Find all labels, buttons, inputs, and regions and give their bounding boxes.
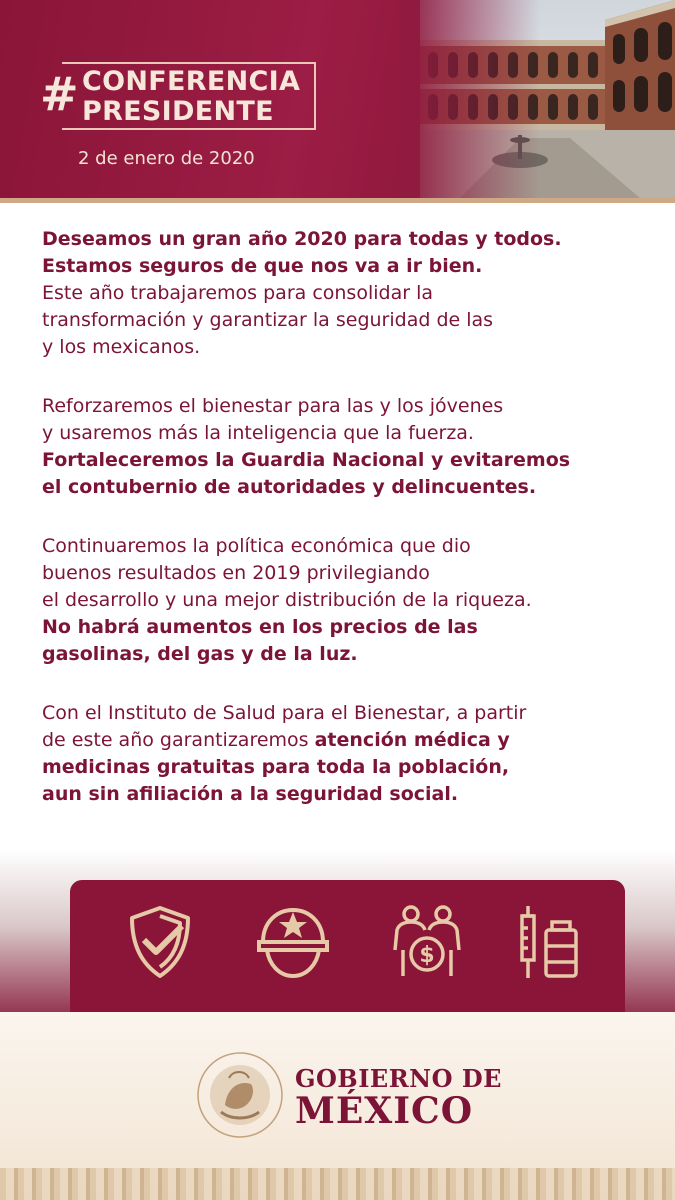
message-body [42,226,642,840]
text-line: Continuaremos la política económica que dio [42,535,471,557]
text-line: gasolinas, del gas y de la luz. [42,643,358,665]
hashtag-symbol: # [40,67,79,121]
photo-fade-overlay [400,0,540,198]
icon-panel [70,880,625,1015]
syringe-medicine-icon [510,902,590,982]
conference-date: 2 de enero de 2020 [78,148,255,169]
header-banner [0,0,675,198]
text-line: Deseamos un gran año 2020 para todas y todos. [42,228,562,250]
text-line: y usaremos más la inteligencia que la fuerza. [42,422,474,444]
paragraph-4 [42,700,642,808]
paragraph-2 [42,393,642,501]
text-line: aun sin afiliación a la seguridad social. [42,783,459,805]
national-seal-icon [195,1050,285,1140]
hashtag-line-1: CONFERENCIA [82,66,301,97]
paragraph-1 [42,226,642,361]
text-line: Este año trabajaremos para consolidar la [42,282,433,304]
hashtag-line-2: PRESIDENTE [82,96,274,127]
text-line: buenos resultados en 2019 privilegiando [42,562,430,584]
government-name-line-1: GOBIERNO DE [295,1064,502,1093]
paragraph-3 [42,533,642,668]
text-line: de este año garantizaremos atención médica y [42,729,510,751]
helmet-star-icon [253,902,333,982]
text-line: Reforzaremos el bienestar para las y los jóvenes [42,395,504,417]
text-line: transformación y garantizar la seguridad de las [42,309,494,331]
text-line: el desarrollo y una mejor distribución de la riqueza. [42,589,532,611]
text-line: medicinas gratuitas para toda la población, [42,756,510,778]
decorative-strip [0,1168,675,1200]
people-coin-icon [387,902,467,982]
text-line: Fortaleceremos la Guardia Nacional y evitaremos [42,449,571,471]
text-line: Con el Instituto de Salud para el Bienestar, a partir [42,702,527,724]
text-line: y los mexicanos. [42,336,201,358]
svg-text:$: $ [419,943,435,968]
text-line: el contubernio de autoridades y delincuentes. [42,476,537,498]
government-name-line-2: MÉXICO [295,1090,474,1132]
text-line: No habrá aumentos en los precios de las [42,616,478,638]
text-line: Estamos seguros de que nos va a ir bien. [42,255,483,277]
shield-check-icon [120,902,200,982]
gold-divider [0,198,675,203]
